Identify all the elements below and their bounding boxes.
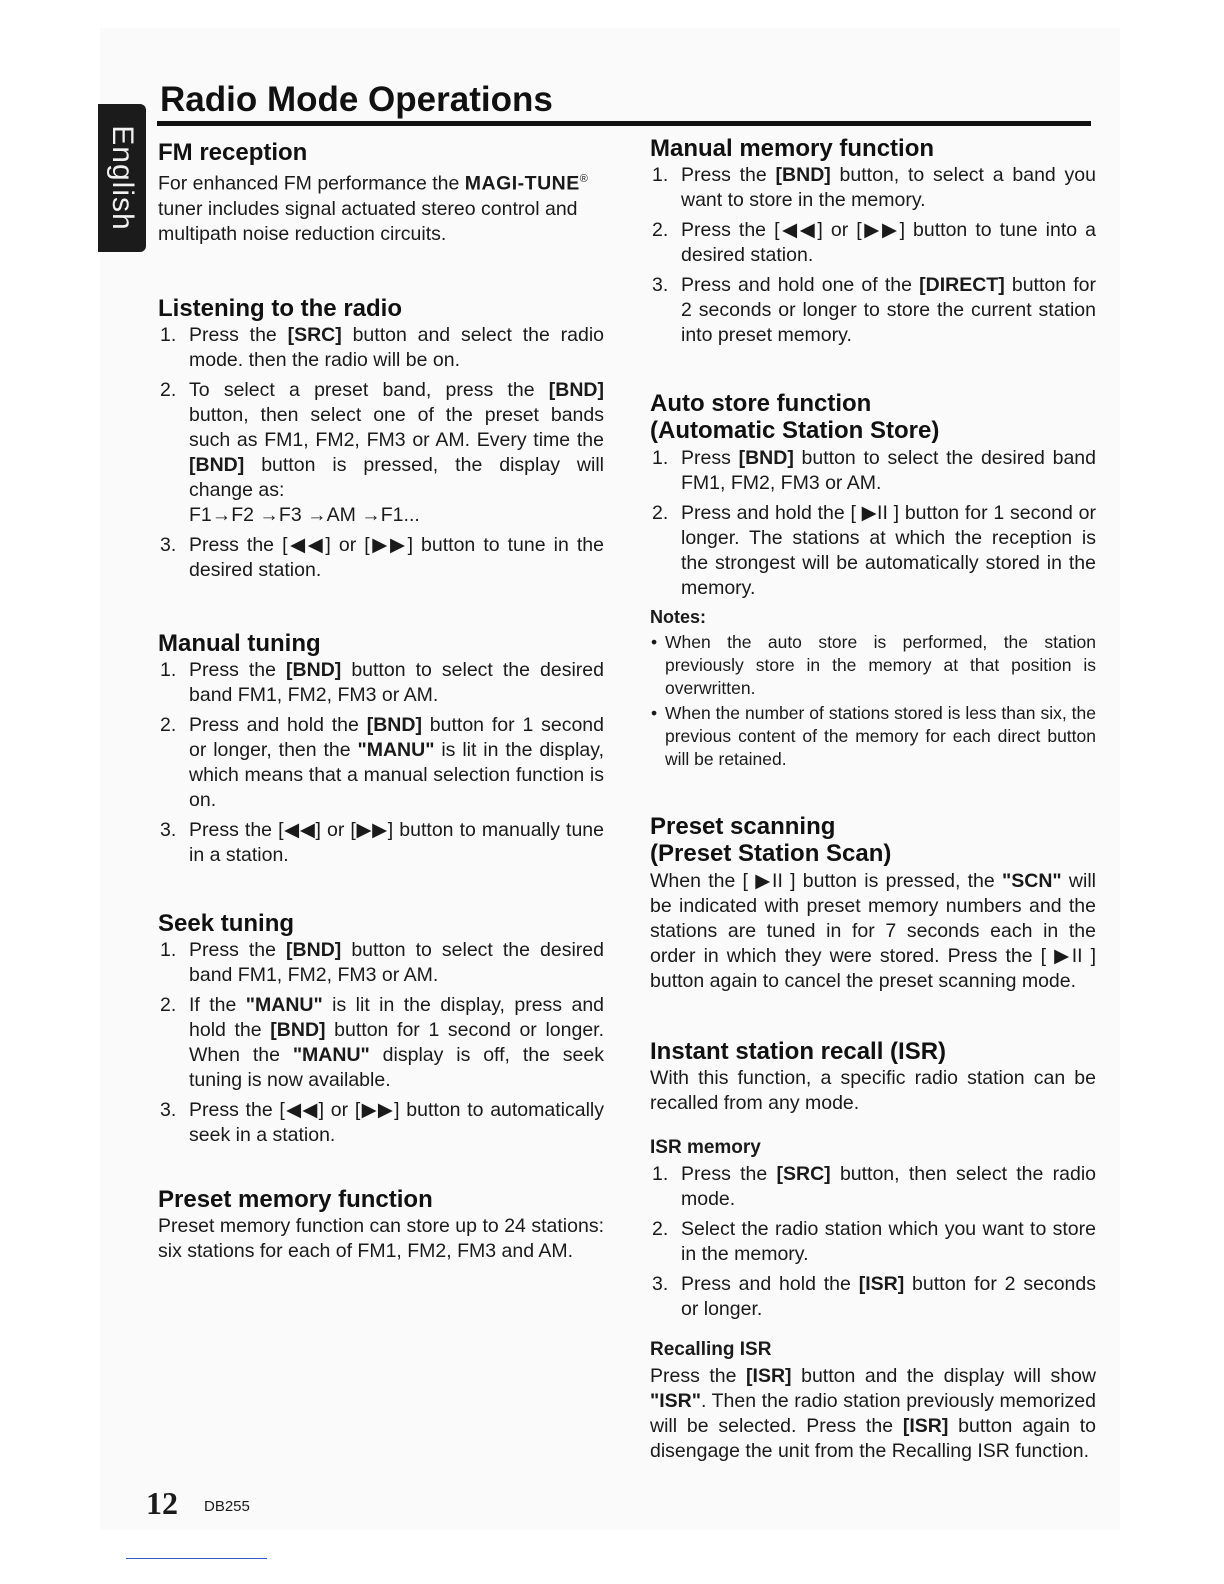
- model-number: DB255: [204, 1498, 250, 1515]
- note-item: • When the number of stations stored is less than six, the previous content of the memory for each direct button will be retained.: [650, 702, 1096, 771]
- list-item: 1. Press the [SRC] button and select the radio mode. then the radio will be on.: [160, 323, 604, 371]
- list-item: 1. Press the [BND] button, to select a band you want to store in the memory.: [652, 164, 1096, 211]
- fm-reception-section: [158, 140, 604, 247]
- recalling-isr-heading: Recalling ISR: [650, 1339, 772, 1360]
- isr-section: [650, 1039, 1096, 1464]
- notes-label: Notes:: [650, 607, 707, 627]
- manual-tuning-section: [158, 631, 604, 868]
- list-item: 1. Press the [SRC] button, then select the radio mode.: [652, 1163, 1096, 1210]
- preset-memory-heading: Preset memory function: [158, 1185, 433, 1213]
- title-rule: [157, 121, 1091, 126]
- auto-store-heading: Auto store function (Automatic Station Store): [650, 390, 940, 444]
- language-tab: [98, 104, 146, 252]
- list-item: 2. To select a preset band, press the [BND] button, then select one of the preset bands such as FM1, FM2, FM3 or AM. Every time the [BND] button is pressed, the display will change as: F1→F2 →F3 →AM →F1...: [160, 378, 604, 526]
- seek-tuning-section: [158, 911, 604, 1148]
- note-item: • When the auto store is performed, the station previously store in the memory at that position is overwritten.: [650, 631, 1096, 700]
- list-item: 3. Press the [◀◀] or [▶▶] button to manually tune in a station.: [160, 818, 604, 866]
- manual-tuning-steps: [158, 658, 604, 868]
- listening-steps: [158, 323, 604, 583]
- list-item: 2. Press and hold the [BND] button for 1 second or longer, then the "MANU" is lit in the display, which means that a manual selection function is on.: [160, 713, 605, 811]
- list-item: 1. Press [BND] button to select the desired band FM1, FM2, FM3 or AM.: [652, 447, 1097, 494]
- isr-memory-steps: [650, 1162, 1096, 1322]
- list-item: 3. Press the [◀◀] or [▶▶] button to automatically seek in a station.: [160, 1098, 604, 1146]
- preset-scan-heading: Preset scanning (Preset Station Scan): [650, 813, 892, 867]
- manual-memory-steps: [650, 163, 1096, 348]
- band-cycle-sequence: F1→F2 →F3 →AM →F1...: [189, 503, 420, 526]
- preset-memory-section: [158, 1187, 604, 1264]
- notes-list: [650, 631, 1096, 771]
- preset-scan-section: [650, 813, 1096, 994]
- fm-reception-text: For enhanced FM performance the MAGI-TUNE® tuner includes signal actuated stereo control and multipath noise reduction circuits.: [158, 172, 588, 245]
- seek-tuning-heading: Seek tuning: [158, 909, 295, 937]
- auto-store-steps: [650, 446, 1096, 601]
- manual-tuning-heading: Manual tuning: [158, 629, 321, 657]
- left-column: [158, 140, 604, 1264]
- language-tab-label: English: [106, 125, 139, 231]
- list-item: 3. Press and hold the [ISR] button for 2 seconds or longer.: [652, 1273, 1096, 1320]
- fm-reception-heading: FM reception: [158, 139, 308, 166]
- page-number: 12: [146, 1485, 178, 1521]
- list-item: 2. Select the radio station which you want to store in the memory.: [652, 1218, 1096, 1265]
- bottom-divider: [126, 1558, 267, 1559]
- isr-memory-heading: ISR memory: [650, 1137, 761, 1158]
- listening-section: [158, 296, 604, 583]
- seek-tuning-steps: [158, 938, 604, 1148]
- list-item: 2. Press the [◀◀] or [▶▶] button to tune into a desired station.: [652, 219, 1096, 266]
- recalling-isr-text: Press the [ISR] button and the display will show "ISR". Then the radio station previously memorized will be selected. Press the [ISR] button again to disengage the unit from the Recalling ISR function.: [650, 1365, 1096, 1462]
- page-title: Radio Mode Operations: [160, 80, 553, 119]
- list-item: 2. If the "MANU" is lit in the display, press and hold the [BND] button for 1 second or longer. When the "MANU" display is off, the seek tuning is now available.: [160, 993, 605, 1091]
- right-column: [650, 136, 1096, 1464]
- isr-intro: With this function, a specific radio station can be recalled from any mode.: [650, 1067, 1096, 1114]
- list-item: 3. Press and hold one of the [DIRECT] button for 2 seconds or longer to store the current station into preset memory.: [652, 274, 1096, 346]
- listening-heading: Listening to the radio: [158, 294, 402, 322]
- manual-memory-heading: Manual memory function: [650, 135, 935, 162]
- magi-tune-logo: MAGI-TUNE: [464, 172, 580, 195]
- list-item: 3. Press the [◀◀] or [▶▶] button to tune in the desired station.: [160, 533, 604, 581]
- auto-store-section: [650, 390, 1096, 771]
- list-item: 1. Press the [BND] button to select the desired band FM1, FM2, FM3 or AM.: [160, 938, 604, 986]
- list-item: 2. Press and hold the [ ▶II ] button for 1 second or longer. The stations at which the reception is the strongest will be automatically stored in the memory.: [652, 502, 1096, 599]
- list-item: 1. Press the [BND] button to select the desired band FM1, FM2, FM3 or AM.: [160, 658, 604, 706]
- preset-memory-text: Preset memory function can store up to 24 stations: six stations for each of FM1, FM2, FM3 and AM.: [158, 1214, 604, 1262]
- preset-scan-text: When the [ ▶II ] button is pressed, the "SCN" will be indicated with preset memory numbers and the stations are tuned in for 7 seconds each in the order in which they were stored. Press the [ ▶II ] button again to cancel the preset scanning mode.: [650, 870, 1097, 992]
- manual-memory-section: [650, 136, 1096, 348]
- isr-heading: Instant station recall (ISR): [650, 1038, 947, 1065]
